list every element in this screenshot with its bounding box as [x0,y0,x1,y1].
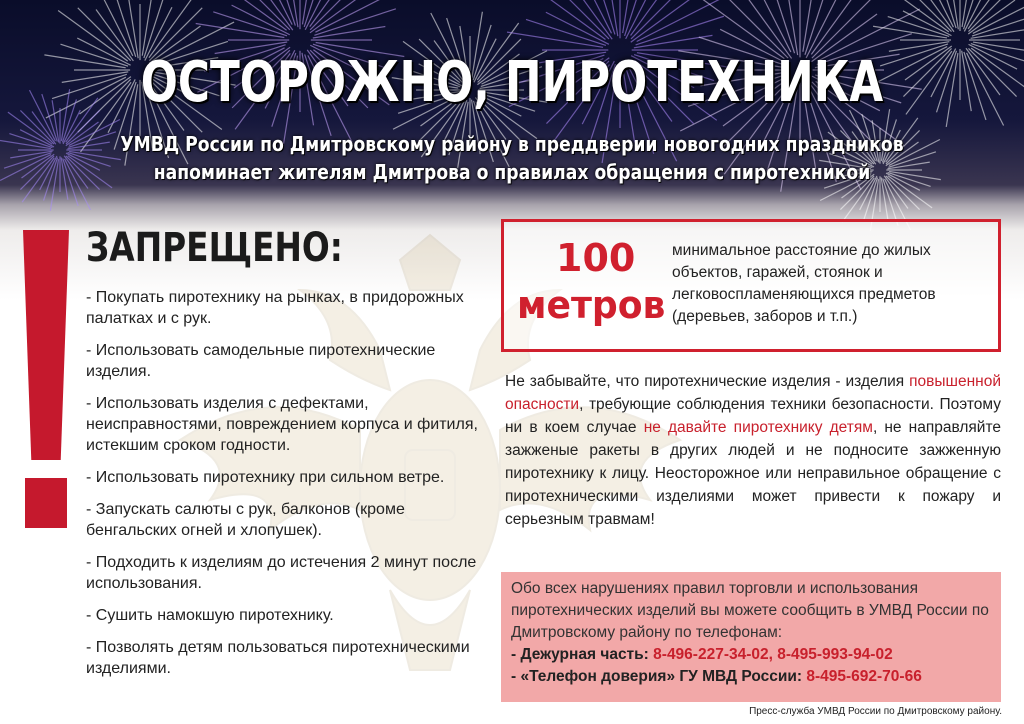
forbidden-list [86,287,481,690]
contact-box [501,572,1001,702]
firework-ray [315,0,402,32]
warning-text-3: , не направляйте зажженые ракеты в других людей и не подносите зажженную пиротехнику к лицу. Неосторожное или неправильное обращение с пиротехническими изделиями может привести к пожару и серьезным травмам! [505,419,1002,528]
distance-description: минимальное расстояние до жилых объектов, гаражей, стоянок и легковоспламеняющихся предметов (деревьев, заборов и т.п.) [672,242,936,325]
forbidden-item: - Покупать пиротехнику на рынках, в придорожных палатках и с рук. [86,289,464,327]
warning-highlight-danger: повышенной опасности [505,373,1001,413]
firework-ray [304,0,328,27]
forbidden-item: - Запускать салюты с рук, балконов (кроме бенгальских огней и хлопушек). [86,501,405,539]
forbidden-item: - Использовать изделия с дефектами, неисправностями, повреждением корпуса и фитиля, истекшим сроком годности. [86,395,478,454]
firework-ray [22,158,54,202]
forbidden-item: - Подходить к изделиям до истечения 2 минут после использования. [86,554,477,592]
forbidden-item: - Сушить намокшую пиротехнику. [86,607,334,624]
warning-highlight-children: не давайте пиротехнику детям [643,419,873,436]
firework-ray [605,0,617,36]
forbidden-heading: ЗАПРЕЩЕНО: [86,225,343,271]
exclamation-dot-icon [25,478,67,528]
firework-ray [8,112,52,144]
forbidden-item: - Позволять детям пользоваться пиротехническими изделиями. [86,639,470,677]
firework-ray [805,0,833,55]
firework-ray [631,0,692,42]
firework-ray [966,48,1000,95]
firework-ray [637,0,732,42]
firework-ray [949,0,959,29]
warning-text-2: , требующие соблюдения техники безопасности. Поэтому ни в коем случае [505,396,1001,436]
forbidden-item: - Использовать пиротехнику при сильном ветре. [86,469,445,486]
contact-hotline-phones: 8-495-692-70-66 [806,668,922,685]
firework-ray [968,0,1015,34]
contact-hotline-line [511,666,991,688]
exclamation-mark-icon [23,230,69,460]
warning-paragraph [505,370,1001,531]
press-service-footer: Пресс-служба УМВД России по Дмитровскому району. [749,706,1002,717]
firework-ray [523,0,605,39]
firework-ray [973,0,1024,33]
distance-number: 100 [556,236,636,280]
firework-ray [971,48,1024,94]
contact-intro: Обо всех нарушениях правил торговли и использования пиротехнических изделий вы можете сообщить в УМВД России по Дмитровскому району по телефонам: [511,580,989,641]
distance-unit: метров [517,283,666,327]
firework-ray [886,0,949,32]
firework-ray [906,51,952,114]
firework-ray [905,46,952,80]
contact-duty-label: - Дежурная часть: [511,646,654,663]
subtitle-line-2: напоминает жителям Дмитрова о правилах обращения с пиротехникой [153,160,871,184]
fireworks-icon [0,0,1024,240]
warning-text-1: Не забывайте, что пиротехнические изделия - изделия [505,373,910,390]
contact-duty-line [511,644,991,666]
firework-ray [967,53,1004,126]
contact-duty-phones: 8-496-227-34-02, 8-495-993-94-02 [653,646,893,663]
subtitle-line-1: УМВД России по Дмитровскому району в преддверии новогодних праздников [120,132,904,156]
page-title: ОСТОРОЖНО, ПИРОТЕХНИКА [140,50,884,115]
firework-ray [803,0,819,52]
forbidden-item: - Использовать самодельные пиротехнические изделия. [86,342,436,380]
contact-hotline-label: - «Телефон доверия» ГУ МВД России: [511,668,807,685]
